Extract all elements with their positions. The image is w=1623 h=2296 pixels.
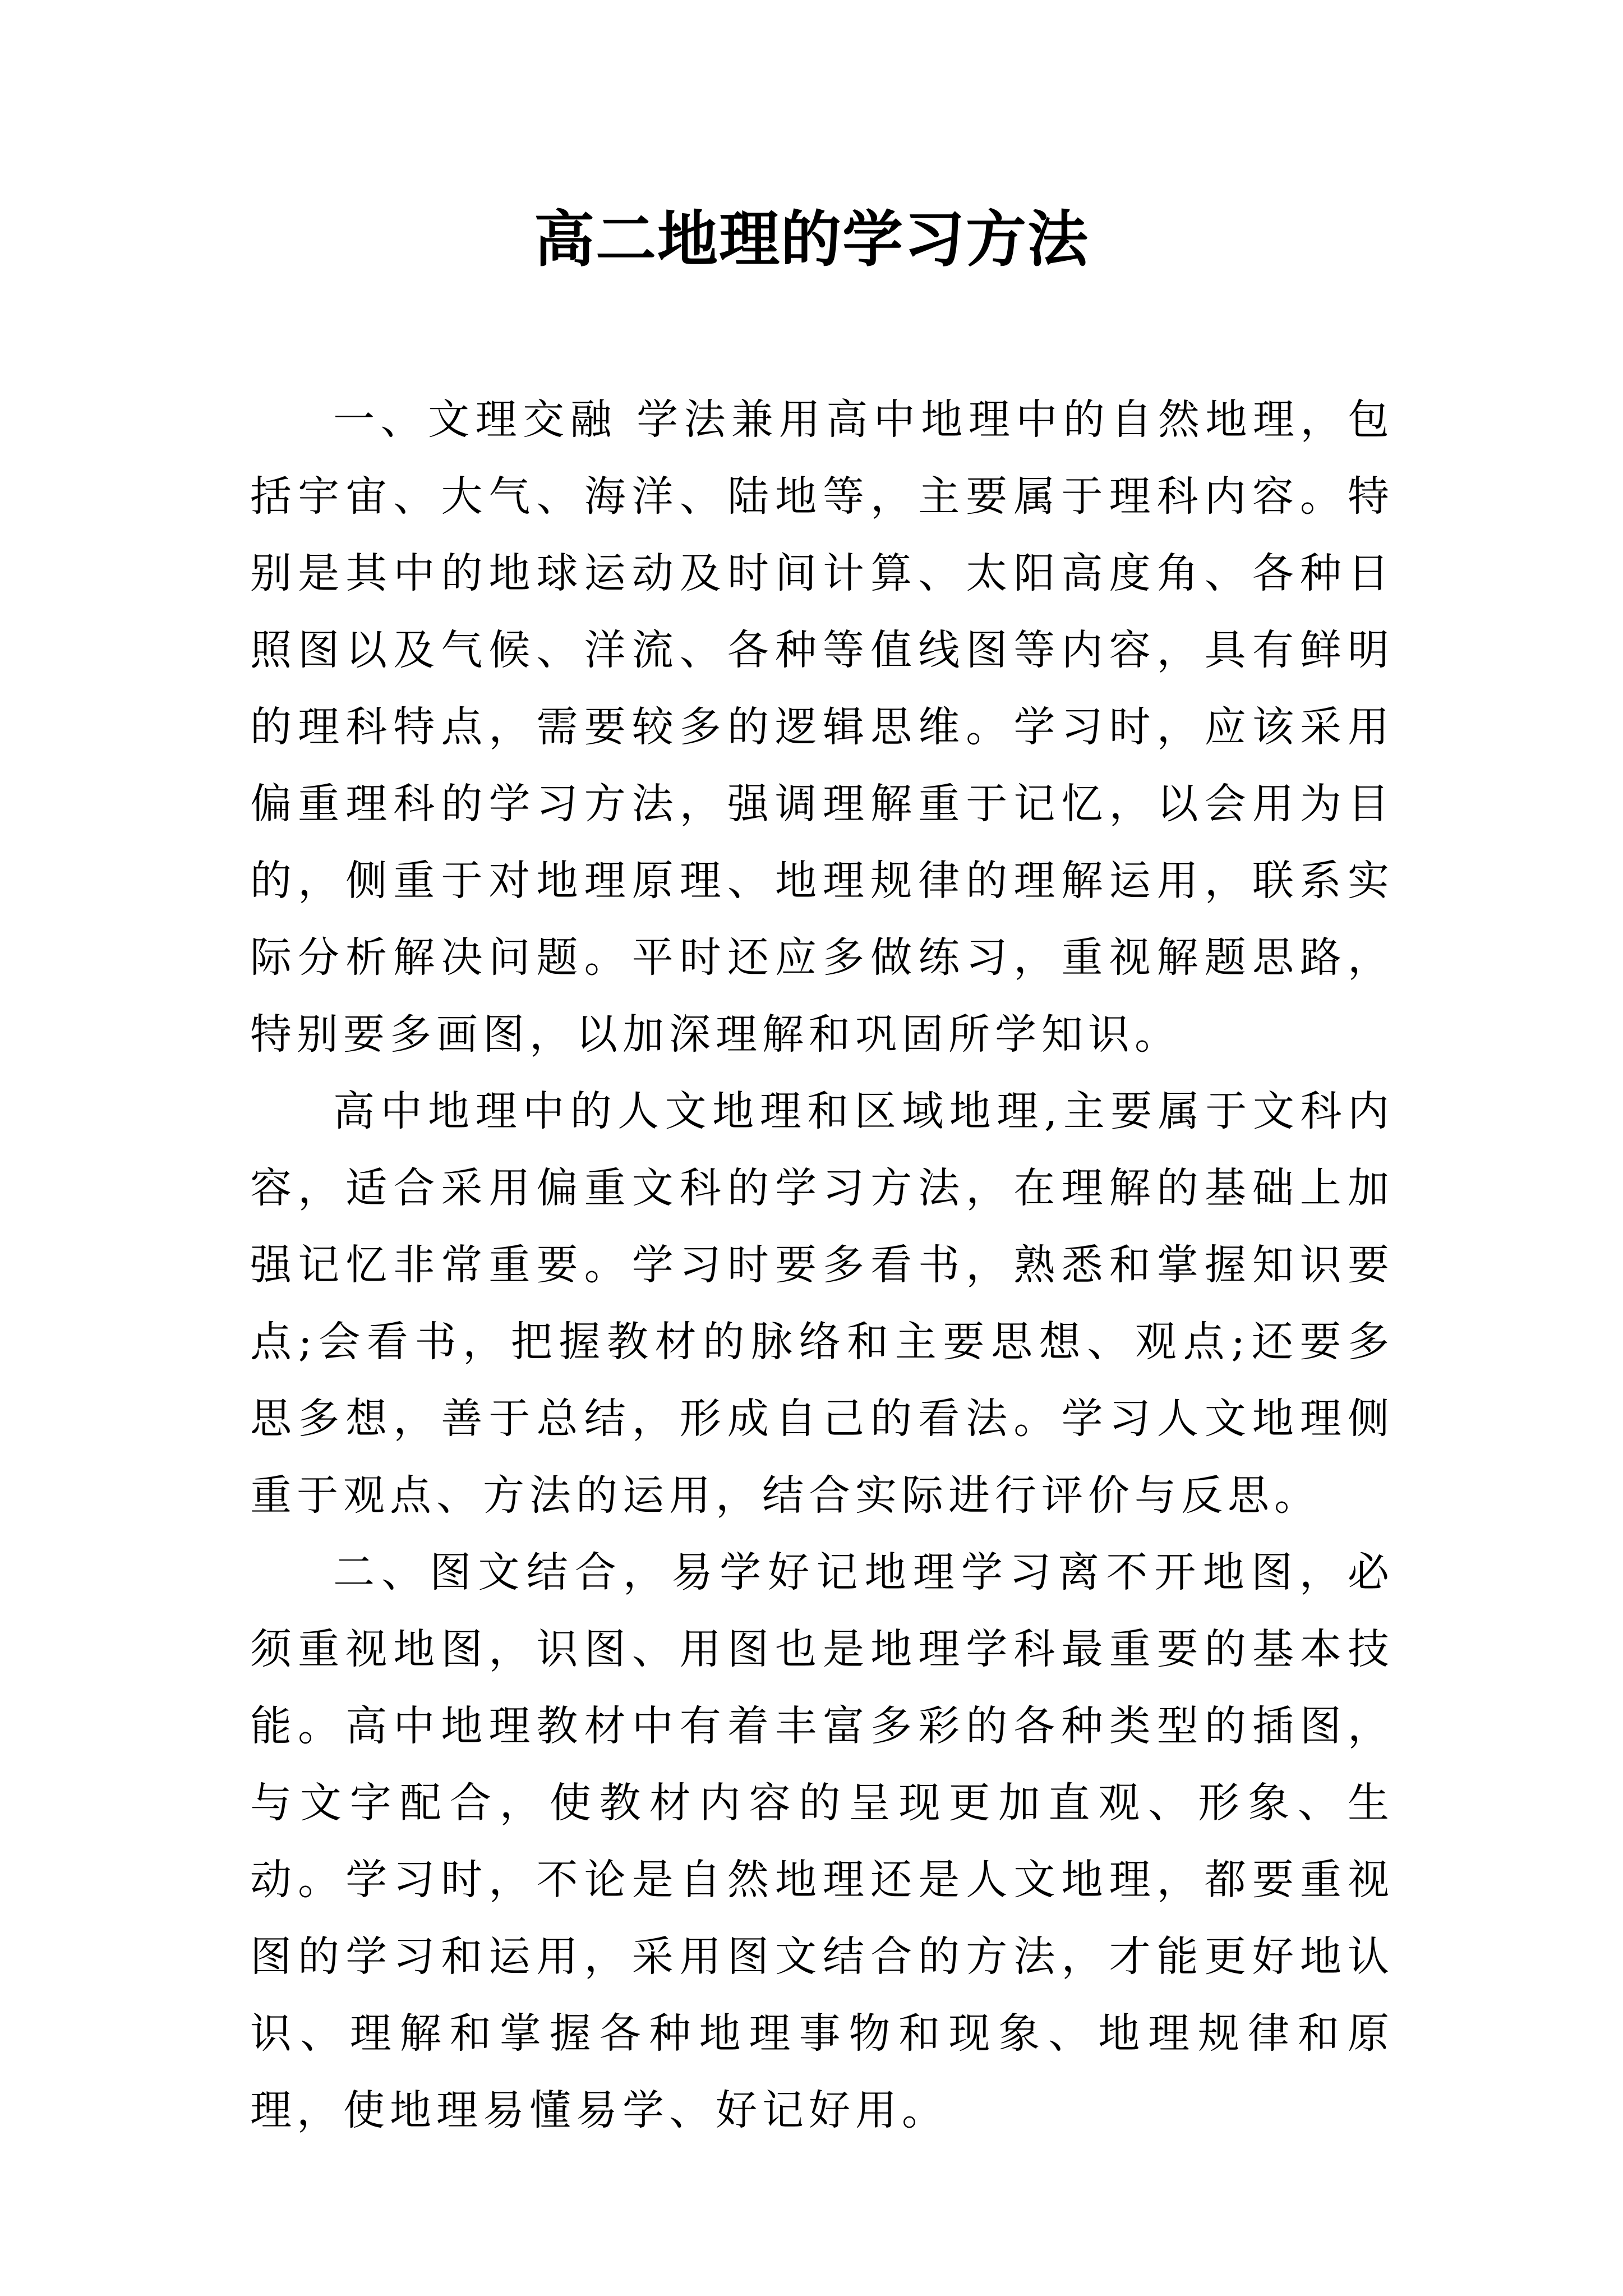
paragraph-1: 一、文理交融 学法兼用高中地理中的自然地理，包括宇宙、大气、海洋、陆地等，主要属于理科内容。特别是其中的地球运动及时间计算、太阳高度角、各种日照图以及气候、洋流、各种等值线图等内容，具有鲜明的理科特点，需要较多的逻辑思维。学习时，应该采用偏重理科的学习方法，强调理解重于记忆，以会用为目的，侧重于对地理原理、地理规律的理解运用，联系实际分析解决问题。平时还应多做练习，重视解题思路，特别要多画图，以加深理解和巩固所学知识。 [250,395,1394,1059]
paragraph-3: 二、图文结合，易学好记地理学习离不开地图，必须重视地图，识图、用图也是地理学科最重要的基本技能。高中地理教材中有着丰富多彩的各种类型的插图，与文字配合，使教材内容的呈现更加直观、形象、生动。学习时，不论是自然地理还是人文地理，都要重视图的学习和运用，采用图文结合的方法，才能更好地认识、理解和掌握各种地理事物和现象、地理规律和原理，使地理易懂易学、好记好用。 [250,1548,1394,2134]
document-body [250,381,1394,2149]
paragraph-2: 高中地理中的人文地理和区域地理,主要属于文科内容，适合采用偏重文科的学习方法，在理解的基础上加强记忆非常重要。学习时要多看书，熟悉和掌握知识要点;会看书，把握教材的脉络和主要思想、观点;还要多思多想，善于总结，形成自己的看法。学习人文地理侧重于观点、方法的运用，结合实际进行评价与反思。 [250,1087,1394,1520]
document-title: 高二地理的学习方法 [533,204,1089,275]
